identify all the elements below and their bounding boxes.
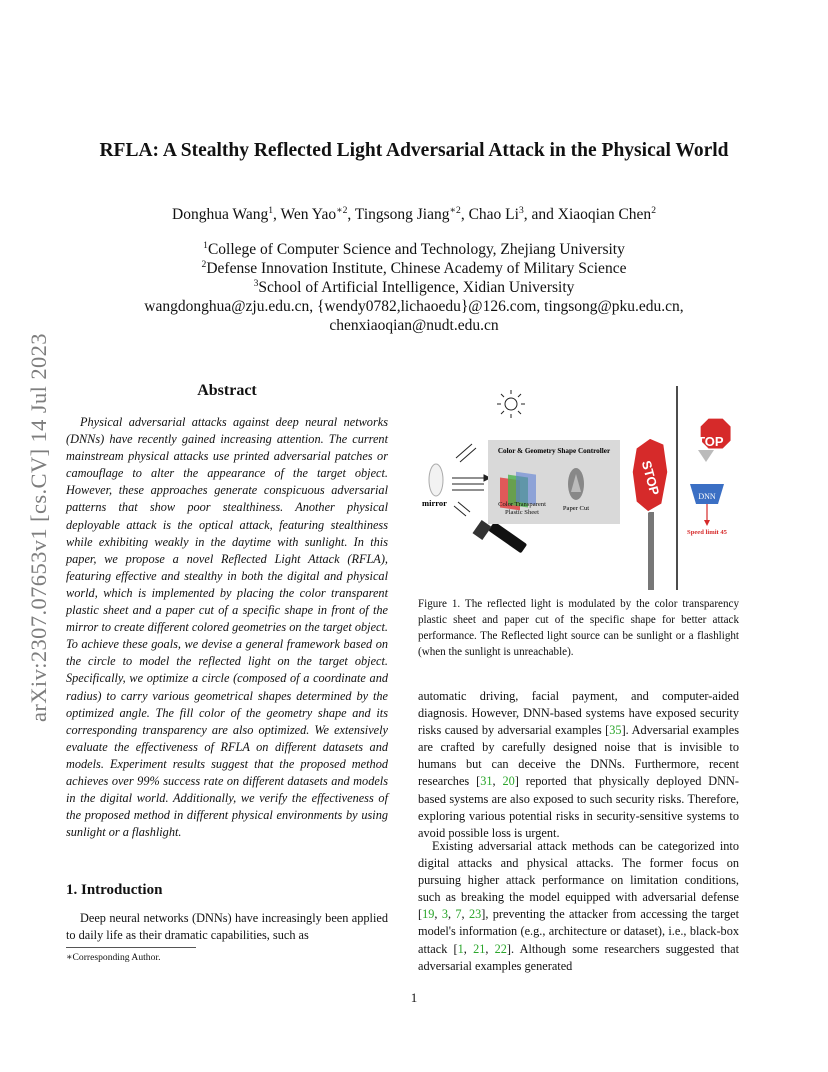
controller-title: Color & Geometry Shape Controller <box>497 447 611 455</box>
affiliation: $^2$Defense Innovation Institute, Chinese Academy of Military Science <box>201 258 627 277</box>
page-number: 1 <box>410 990 418 1005</box>
abstract-body: Physical adversarial attacks against deep neural networks (DNNs) have recently gained increasing attention. The current mainstream physical attacks use printed adversarial patches or camouflage to alter the appearance of the target object. However, these approaches generate conspicuous adversarial patterns that show poor stealthiness. Another physical deployable attack is the optical attack, featuring stealthiness while exhibiting weakly in the daytime with sunlight. In this paper, we propose a novel Reflected Light Attack (RFLA), featuring effective and stealthy in both the digital and physical world, which is implemented by placing the color transparent plastic sheet and a paper cut of a specific shape in front of the mirror to create different colored geometries on the target object. To achieve these goals, we devise a general framework based on the circle to model the reflected light on the target object. Specifically, we optimize a circle (composed of a coordinate and radius) to carry various geometrical shapes determined by the optimized angle. The fill color of the geometry shape and its corresponding transparency are also optimized. We extensively evaluate the effectiveness of RFLA on different datasets and models. Experiment results suggest that the proposed method achieves over 99% success rate on different datasets and models in the digital world. Additionally, we verify the effectiveness of the proposed method in different physical environments by using sunlight or a flashlight. <box>66 415 388 840</box>
affiliation: $^1$College of Computer Science and Technology, Zhejiang University <box>203 239 625 258</box>
citation-link[interactable]: 7 <box>455 907 462 922</box>
citation-link[interactable]: 20 <box>502 774 515 789</box>
dnn-label: DNN <box>698 492 716 501</box>
body-paragraph: automatic driving, facial payment, and computer-aided diagnosis. However, DNN-based systems have exposed security risks caused by adversarial examples [35]. Adversarial examples are crafted by carefully designed noise that is invisible to humans but can deceive the DNNs. Furthermore, recent researches [31, 20] reported that physically deployed DNN-based systems are also exposed to such security risks. Therefore, exploring various potential risks in security-sensitive systems to avoid possible loss is urgent. <box>418 689 740 840</box>
output-label: Speed limit 45 <box>687 529 727 536</box>
mirror-icon <box>429 464 443 496</box>
email-line: chenxiaoqian@nudt.edu.cn <box>329 317 499 334</box>
paper-title: RFLA: A Stealthy Reflected Light Adversarial Attack in the Physical World <box>99 140 729 161</box>
citation-link[interactable]: 31 <box>480 774 493 789</box>
author: Chao Li$^3$, and <box>468 204 558 223</box>
citation-link[interactable]: 35 <box>609 723 622 738</box>
citation-link[interactable]: 1 <box>457 941 464 956</box>
author-list <box>60 206 768 224</box>
sun-icon <box>497 390 525 418</box>
author: Tingsong Jiang$^{∗2}$, <box>354 204 469 223</box>
section-heading: 1. Introduction <box>66 882 163 898</box>
abstract-heading: Abstract <box>197 382 257 399</box>
email-line: wangdonghua@zju.edu.cn, {wendy0782,lichaoedu}@126.com, tingsong@pku.edu.cn, <box>144 298 684 315</box>
flashlight-icon <box>472 520 527 553</box>
citation-link[interactable]: 19 <box>422 907 435 922</box>
figure-caption: Figure 1. The reflected light is modulated by the color transparency plastic sheet and paper cut of the specific shape for better attack performance. The Reflected light source can be sunlight or a flashlight (when the sunlight is unreachable). <box>418 598 739 658</box>
citation-link[interactable]: 22 <box>494 941 507 956</box>
affiliation: $^3$School of Artificial Intelligence, Xidian University <box>253 277 575 296</box>
paper-cut-label: Paper Cut <box>562 505 590 512</box>
figure-illustration <box>418 382 740 590</box>
author: Donghua Wang$^1$, <box>172 204 281 223</box>
sheet-label: Color Transparent Plastic Sheet <box>498 501 546 516</box>
light-rays <box>452 444 490 516</box>
intro-paragraph: Deep neural networks (DNNs) have increasingly been applied to daily life as their dramatic capabilities, such as <box>66 911 388 943</box>
citation-link[interactable]: 21 <box>473 941 486 956</box>
body-paragraph: Existing adversarial attack methods can be categorized into digital attacks and physical attacks. The former focus on pursuing higher attack performance on limitation conditions, such as breaking the model equipped with adversarial defense [19, 3, 7, 23], preventing the attacker from accessing the target model's information (e.g., architecture or dataset), i.e., black-box attack [1, 21, 22]. Although some researchers suggested that adversarial examples generated <box>418 839 739 973</box>
mirror-label: mirror <box>422 498 447 508</box>
figure-1 <box>418 382 740 590</box>
citation-link[interactable]: 3 <box>441 907 448 922</box>
stop-input-text: STOP <box>688 434 724 449</box>
footnote-rule <box>66 947 196 948</box>
stop-sign-text: STOP <box>638 458 663 497</box>
arxiv-stamp: arXiv:2307.07653v1 [cs.CV] 14 Jul 2023 <box>26 333 51 722</box>
author: Xiaoqian Chen$^2$ <box>557 204 656 223</box>
author: Wen Yao$^{∗2}$, <box>280 204 355 223</box>
footnote: ∗Corresponding Author. <box>66 952 161 963</box>
citation-link[interactable]: 23 <box>468 907 482 922</box>
stop-sign-target <box>632 438 668 590</box>
stop-sign-input <box>688 418 731 462</box>
